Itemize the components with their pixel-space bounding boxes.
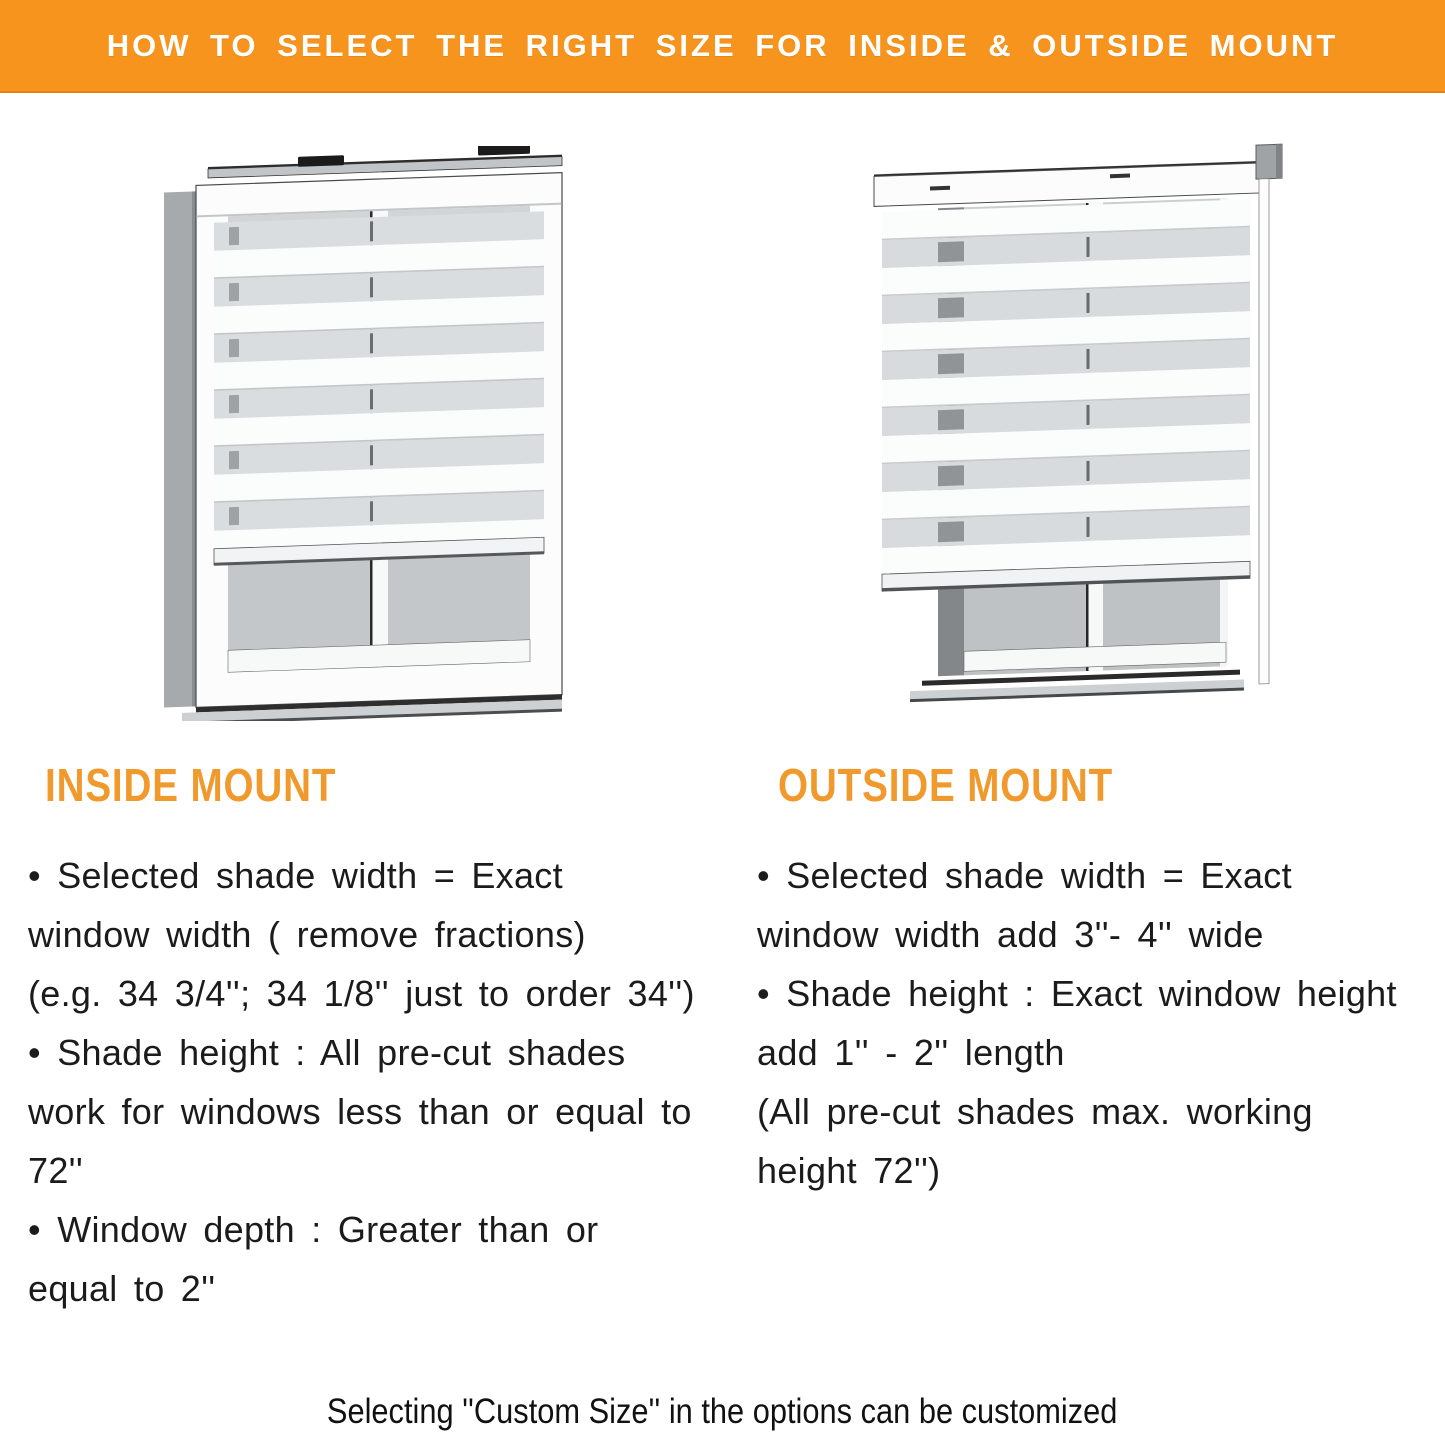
- outside-mount-instructions: [757, 846, 1437, 1200]
- instruction-line: work for windows less than or equal to: [28, 1091, 692, 1132]
- inside-mount-illustration: [150, 146, 570, 721]
- header-banner: [0, 0, 1445, 93]
- inside-mount-instructions: [28, 846, 718, 1318]
- instruction-line: (e.g. 34 3/4''; 34 1/8'' just to order 34''): [28, 973, 695, 1014]
- instruction-line: window width ( remove fractions): [28, 914, 586, 955]
- wall-bracket: [1256, 144, 1282, 179]
- instruction-line: (All pre-cut shades max. working: [757, 1091, 1313, 1132]
- inside-mount-heading: INSIDE MOUNT: [45, 759, 337, 811]
- banner-title: HOW TO SELECT THE RIGHT SIZE FOR INSIDE & OUTSIDE MOUNT: [106, 27, 1339, 63]
- instruction-line: • Selected shade width = Exact: [757, 855, 1292, 896]
- zebra-shade-stripes: [882, 199, 1250, 576]
- instruction-line: • Selected shade width = Exact: [28, 855, 563, 896]
- instruction-line: 72'': [28, 1150, 83, 1191]
- footer-note: Selecting ''Custom Size'' in the options can be customized: [327, 1392, 1118, 1431]
- outside-mount-illustration: [858, 138, 1288, 730]
- outside-mount-heading: OUTSIDE MOUNT: [778, 759, 1114, 811]
- instruction-line: add 1'' - 2'' length: [757, 1032, 1065, 1073]
- instruction-line: height 72''): [757, 1150, 941, 1191]
- instruction-line: equal to 2'': [28, 1268, 216, 1309]
- instruction-line: • Shade height : All pre-cut shades: [28, 1032, 626, 1073]
- window-left-jamb: [164, 191, 196, 707]
- instruction-line: window width add 3''- 4'' wide: [757, 914, 1264, 955]
- instruction-line: • Window depth : Greater than or: [28, 1209, 599, 1250]
- side-channel: [1259, 179, 1269, 684]
- instruction-line: • Shade height : Exact window height: [757, 973, 1397, 1014]
- blind-headrail: [208, 146, 562, 178]
- zebra-shade-stripes: [214, 211, 544, 549]
